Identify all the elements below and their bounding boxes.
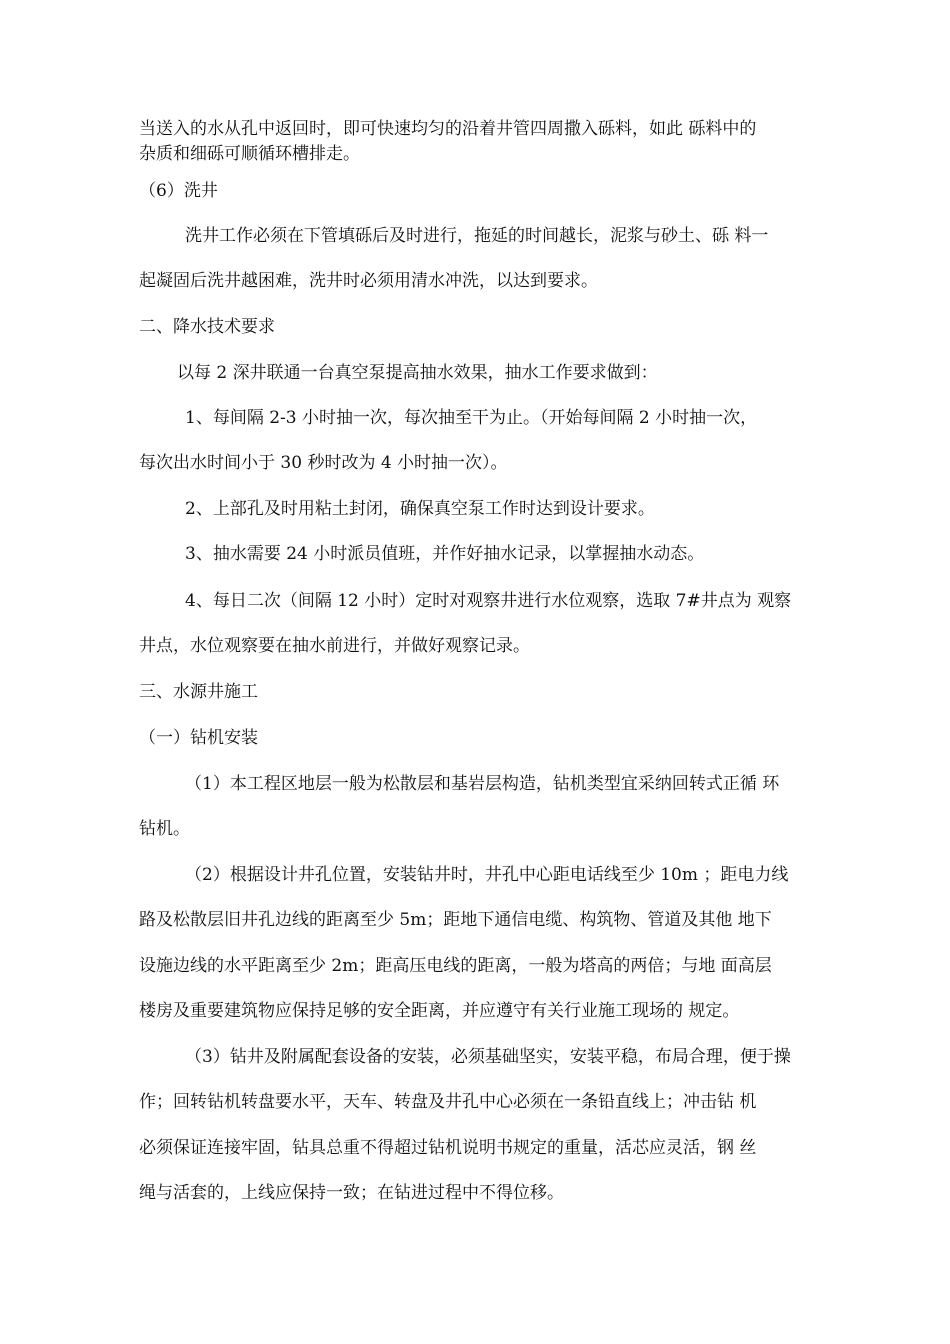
- list-item: 1、每间隔 2-3 小时抽一次，每次抽至干为止。（开始每间隔 2 小时抽一次，: [185, 408, 758, 428]
- paragraph-line: 钻机。: [139, 819, 190, 839]
- list-item: （3）钻井及附属配套设备的安装，必须基础坚实，安装平稳，布局合理，便于操: [185, 1047, 791, 1067]
- list-item: 2、上部孔及时用粘土封闭，确保真空泵工作时达到设计要求。: [185, 499, 655, 519]
- section-heading: 三、水源井施工: [139, 682, 258, 702]
- subsection-heading: （一）钻机安装: [139, 728, 258, 748]
- paragraph-line: 起凝固后洗井越困难，洗井时必须用清水冲洗，以达到要求。: [139, 271, 598, 291]
- list-item: （1）本工程区地层一般为松散层和基岩层构造，钻机类型宜采纳回转式正循 环: [185, 774, 780, 794]
- paragraph-line: 作；回转钻机转盘要水平，天车、转盘及井孔中心必须在一条铅直线上；冲击钻 机: [139, 1092, 757, 1112]
- paragraph-line: 以每 2 深井联通一台真空泵提高抽水效果，抽水工作要求做到：: [177, 363, 658, 383]
- paragraph-line: 路及松散层旧井孔边线的距离至少 5m；距地下通信电缆、构筑物、管道及其他 地下: [139, 910, 772, 930]
- list-item: 3、抽水需要 24 小时派员值班，并作好抽水记录，以掌握抽水动态。: [185, 544, 705, 564]
- list-item: （2）根据设计井孔位置，安装钻井时，井孔中心距电话线至少 10m ；距电力线: [185, 865, 789, 885]
- section-heading: 二、降水技术要求: [139, 317, 275, 337]
- list-item: 4、每日二次（间隔 12 小时）定时对观察井进行水位观察，选取 7#井点为 观察: [185, 591, 792, 611]
- paragraph-line: 必须保证连接牢固，钻具总重不得超过钻机说明书规定的重量，活芯应灵活，钢 丝: [139, 1138, 757, 1158]
- section-heading: （6）洗井: [139, 181, 218, 201]
- paragraph-line: 井点，水位观察要在抽水前进行，并做好观察记录。: [139, 636, 530, 656]
- paragraph-line: 洗井工作必须在下管填砾后及时进行，拖延的时间越长，泥浆与砂土、砾 料一: [185, 226, 769, 246]
- paragraph-line: 设施边线的水平距离至少 2m；距高压电线的距离，一般为塔高的两倍；与地 面高层: [139, 956, 772, 976]
- paragraph-line: 绳与活套的，上线应保持一致；在钻进过程中不得位移。: [139, 1183, 564, 1203]
- paragraph-line: 楼房及重要建筑物应保持足够的安全距离，并应遵守有关行业施工现场的 规定。: [139, 1001, 740, 1021]
- paragraph-line: 当送入的水从孔中返回时，即可快速均匀的沿着井管四周撒入砾料，如此 砾料中的: [139, 119, 757, 139]
- paragraph-line: 每次出水时间小于 30 秒时改为 4 小时抽一次）。: [139, 453, 508, 473]
- paragraph-line: 杂质和细砾可顺循环槽排走。: [139, 144, 360, 164]
